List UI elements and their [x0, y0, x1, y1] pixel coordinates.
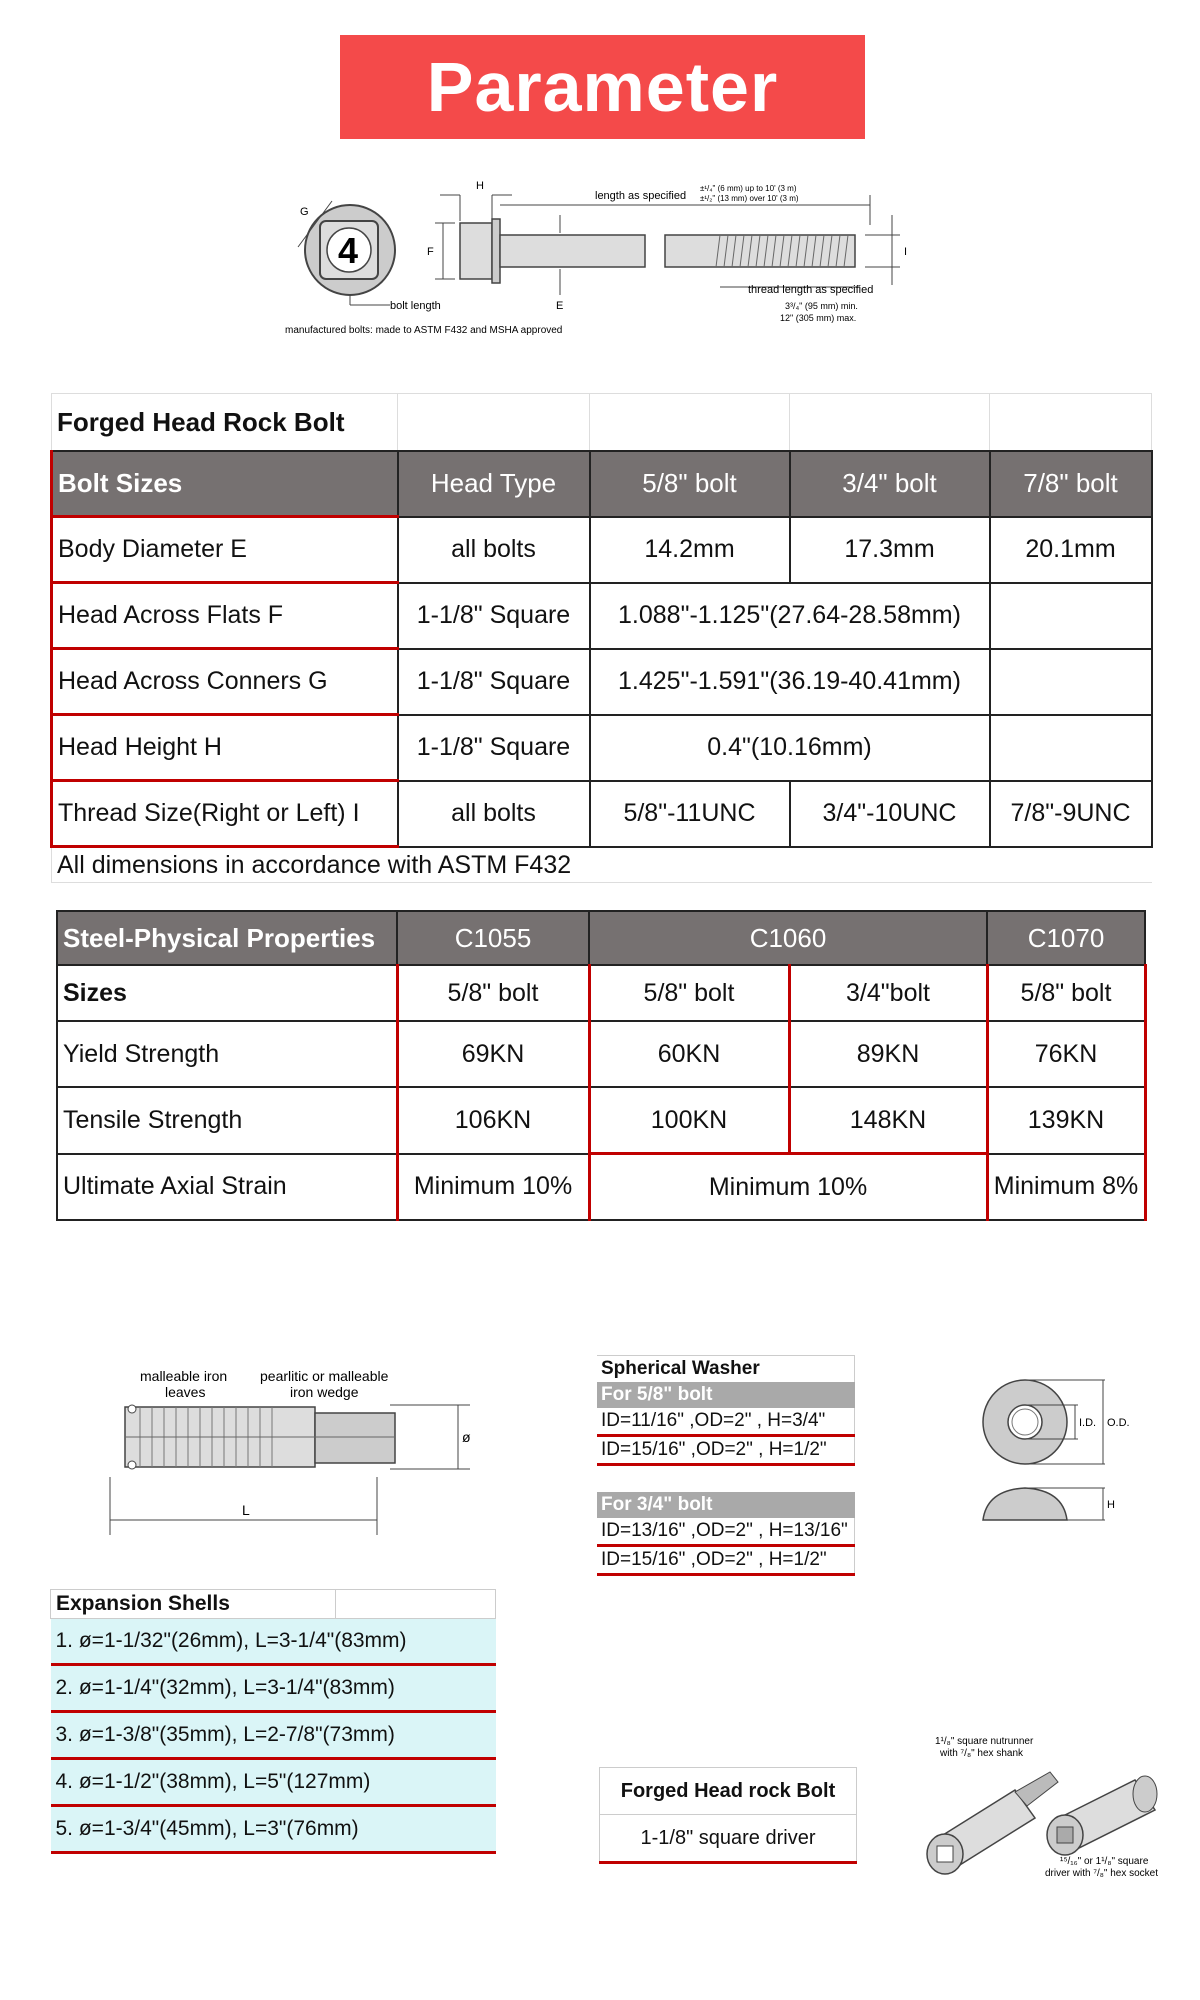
label-dia: ø: [462, 1429, 471, 1445]
table1-note: All dimensions in accordance with ASTM F432: [52, 847, 1152, 883]
label-l: L: [242, 1502, 250, 1518]
driver-drawing: [1047, 1776, 1157, 1855]
list-item: ID=15/16" ,OD=2" , H=1/2": [597, 1436, 855, 1465]
washer-diagram: [975, 1370, 1155, 1530]
list-item: ID=15/16" ,OD=2" , H=1/2": [597, 1546, 855, 1575]
table-row: Yield Strength 69KN 60KN 89KN 76KN: [57, 1021, 1145, 1087]
list-item: 4. ø=1-1/2"(38mm), L=5"(127mm): [51, 1759, 496, 1806]
header-c1060: C1060: [589, 911, 987, 965]
washer-title: Spherical Washer: [597, 1356, 855, 1383]
page-banner: [340, 35, 865, 139]
label-bolt-length: bolt length: [390, 300, 441, 312]
label-od: O.D.: [1107, 1417, 1130, 1429]
washer-group-2: For 3/4" bolt: [597, 1492, 855, 1518]
washer-top-view: [983, 1380, 1067, 1464]
label-wedge-2: iron wedge: [290, 1384, 359, 1400]
nutrunner-drawing: [927, 1772, 1058, 1874]
forged-small-value: 1-1/8" square driver: [600, 1815, 857, 1863]
label-manufactured: manufactured bolts: made to ASTM F432 and MSHA approved: [285, 325, 563, 336]
table-row: Head Height H 1-1/8" Square 0.4"(10.16mm): [52, 715, 1152, 781]
label-driver-2: driver with ⁷/₈" hex socket: [1045, 1868, 1159, 1879]
table1-title: Forged Head Rock Bolt: [52, 394, 398, 452]
table-row: Tensile Strength 106KN 100KN 148KN 139KN: [57, 1087, 1145, 1154]
bolt-side-view: [435, 195, 900, 295]
header-78: 7/8" bolt: [990, 451, 1152, 517]
table-row: Head Across Conners G 1-1/8" Square 1.425"-1.591"(36.19-40.41mm): [52, 649, 1152, 715]
label-i: I: [904, 246, 908, 258]
label-leaves-2: leaves: [165, 1384, 206, 1400]
bolt-diagram: [280, 175, 960, 345]
label-washer-h: H: [1107, 1499, 1115, 1511]
list-item: 1. ø=1-1/32"(26mm), L=3-1/4"(83mm): [51, 1619, 496, 1665]
label-length-tol-1: ±¹/₄" (6 mm) up to 10' (3 m): [700, 184, 797, 193]
header-c1070: C1070: [987, 911, 1145, 965]
label-g: G: [300, 206, 309, 218]
expansion-shell-diagram: [100, 1365, 480, 1540]
label-h: H: [476, 180, 484, 192]
header-head-type: Head Type: [398, 451, 590, 517]
expansion-shells-table: [50, 1589, 496, 1854]
driver-diagram: [915, 1730, 1175, 1880]
label-length-specified: length as specified: [595, 190, 687, 202]
expansion-shells-title: Expansion Shells: [51, 1590, 336, 1619]
washer-group-1: For 5/8" bolt: [597, 1382, 855, 1408]
label-nutrunner-1: 1¹/₈" square nutrunner: [935, 1736, 1034, 1747]
table-row: Ultimate Axial Strain Minimum 10% Minimum 10% Minimum 8%: [57, 1154, 1145, 1221]
label-id: I.D.: [1079, 1417, 1097, 1429]
header-bolt-sizes: Bolt Sizes: [52, 451, 398, 517]
bolt-head-view: [298, 201, 395, 305]
header-34: 3/4" bolt: [790, 451, 990, 517]
label-driver-1: ¹⁵/₁₆" or 1¹/₈" square: [1060, 1856, 1149, 1867]
spherical-washer-table: [597, 1355, 855, 1576]
table-row: Head Across Flats F 1-1/8" Square 1.088"-1.125"(27.64-28.58mm): [52, 583, 1152, 649]
list-item: ID=13/16" ,OD=2" , H=13/16": [597, 1518, 855, 1546]
label-thread-min: 3³/₄" (95 mm) min.: [785, 301, 858, 311]
list-item: 3. ø=1-3/8"(35mm), L=2-7/8"(73mm): [51, 1712, 496, 1759]
label-nutrunner-2: with ⁷/₈" hex shank: [940, 1748, 1024, 1759]
table1-header-row: [52, 451, 1152, 517]
shell-drawing: [125, 1405, 395, 1469]
head-number: 4: [338, 230, 359, 271]
header-58: 5/8" bolt: [590, 451, 790, 517]
steel-properties-table: [56, 910, 1147, 1221]
table-row: Sizes 5/8" bolt 5/8" bolt 3/4"bolt 5/8" bolt: [57, 965, 1145, 1021]
forged-head-driver-table: [599, 1767, 857, 1864]
list-item: ID=11/16" ,OD=2" , H=3/4": [597, 1408, 855, 1436]
table2-header-row: [57, 911, 1145, 965]
forged-small-title: Forged Head rock Bolt: [600, 1768, 857, 1815]
label-wedge-1: pearlitic or malleable: [260, 1368, 389, 1384]
table-row: Body Diameter E all bolts 14.2mm 17.3mm 20.1mm: [52, 517, 1152, 583]
label-leaves-1: malleable iron: [140, 1368, 228, 1384]
forged-head-table: [50, 393, 1153, 883]
label-thread-max: 12" (305 mm) max.: [780, 313, 857, 323]
label-length-tol-2: ±¹/₂" (13 mm) over 10' (3 m): [700, 194, 799, 203]
table-row: Thread Size(Right or Left) I all bolts 5/8"-11UNC 3/4"-10UNC 7/8"-9UNC: [52, 781, 1152, 847]
header-c1055: C1055: [397, 911, 589, 965]
list-item: 5. ø=1-3/4"(45mm), L=3"(76mm): [51, 1806, 496, 1853]
label-e: E: [556, 300, 564, 312]
header-steel-properties: Steel-Physical Properties: [57, 911, 397, 965]
list-item: 2. ø=1-1/4"(32mm), L=3-1/4"(83mm): [51, 1665, 496, 1712]
washer-side-view: [983, 1488, 1067, 1520]
label-thread-length: thread length as specified: [748, 284, 874, 296]
label-f: F: [427, 246, 434, 258]
banner-title: Parameter: [426, 48, 779, 126]
